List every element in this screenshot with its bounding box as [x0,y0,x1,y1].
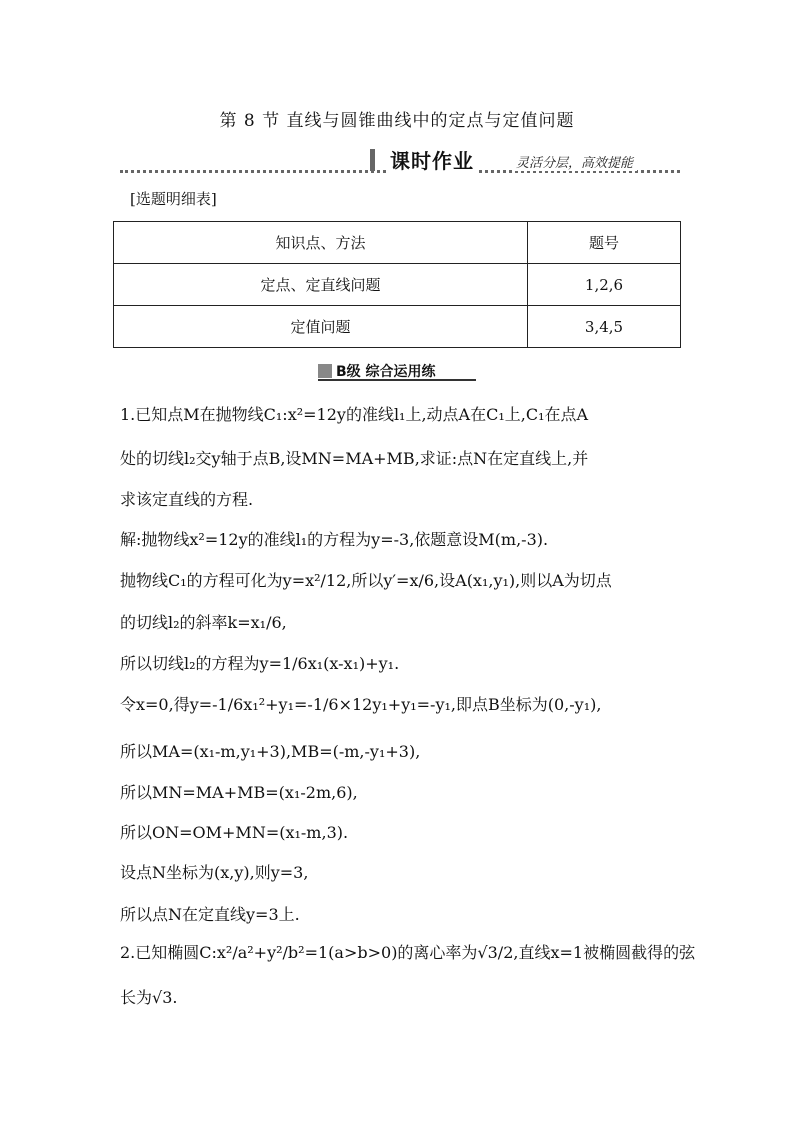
text-line: 的切线l₂的斜率k=x₁/6, [120,613,287,632]
table-title: [选题明细表] [130,190,217,208]
text-line: 抛物线C₁的方程可化为y=x²/12,所以y′=x/6,设A(x₁,y₁),则以A为切点 [120,571,612,590]
table-header-cell: 题号 [528,222,681,264]
text-line: 所以ON=OM+MN=(x₁-m,3). [120,823,349,842]
text-line: 设点N坐标为(x,y),则y=3, [120,863,309,882]
table-header-row [114,222,681,264]
table-cell: 3,4,5 [528,306,681,348]
section-heading [318,361,436,381]
page-title: 第 8 节 直线与圆锥曲线中的定点与定值问题 [219,111,575,131]
text-line: 所以MA=(x₁-m,y₁+3),MB=(-m,-y₁+3), [120,742,421,761]
text-line: 所以MN=MA+MB=(x₁-2m,6), [120,783,358,802]
table-row [114,306,681,348]
text-line: 令x=0,得y=-1/6x₁²+y₁=-1/6×12y₁+y₁=-y₁,即点B坐标为(0,-y₁), [120,695,602,714]
table-row [114,264,681,306]
text-line: 解:抛物线x²=12y的准线l₁的方程为y=-3,依题意设M(m,-3). [120,530,549,549]
text-line: 求该定直线的方程. [120,490,254,509]
banner-mark [370,149,375,171]
text-line: 所以点N在定直线y=3上. [120,905,300,924]
table-header-cell: 知识点、方法 [114,222,528,264]
section-label: B级 综合运用练 [336,364,436,380]
section-underline [318,379,476,381]
banner-subtitle: 灵活分层，高效提能 [512,152,637,171]
text-line: 2.已知椭圆C:x²/a²+y²/b²=1(a>b>0)的离心率为√3/2,直线x=1被椭圆截得的弦 [120,943,696,962]
table-cell: 1,2,6 [528,264,681,306]
banner-title: 课时作业 [386,145,478,174]
text-line: 长为√3. [120,988,178,1007]
table-cell: 定值问题 [114,306,528,348]
text-line: 处的切线l₂交y轴于点B,设MN=MA+MB,求证:点N在定直线上,并 [120,449,589,468]
section-marker-icon [318,364,332,378]
selection-table [113,221,681,348]
text-line: 所以切线l₂的方程为y=1/6x₁(x-x₁)+y₁. [120,654,400,673]
text-line: 1.已知点M在抛物线C₁:x²=12y的准线l₁上,动点A在C₁上,C₁在点A [120,405,589,424]
table-cell: 定点、定直线问题 [114,264,528,306]
